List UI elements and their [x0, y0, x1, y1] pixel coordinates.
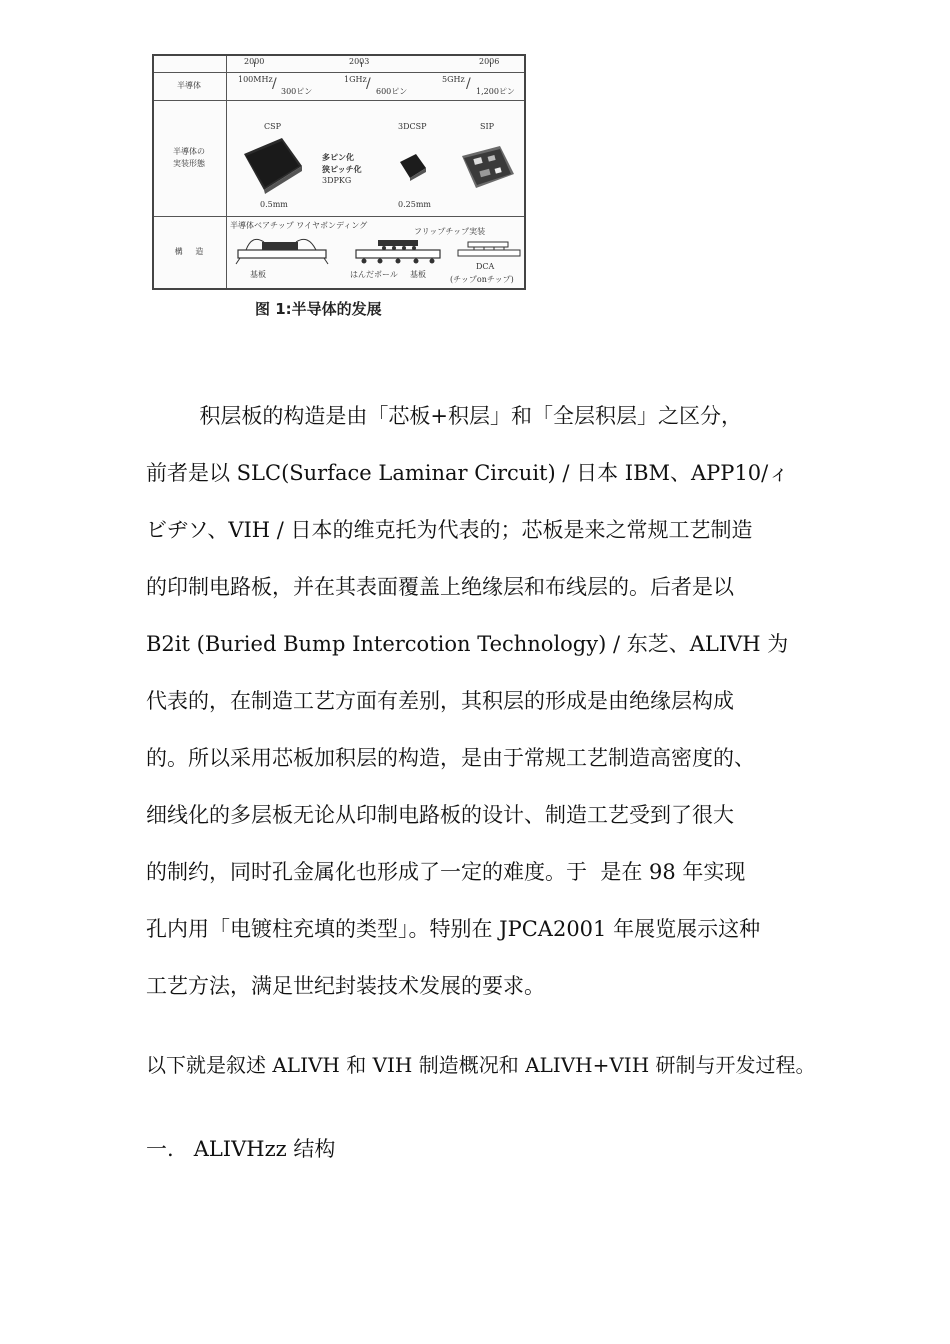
summary-line: 以下就是叙述 ALIVH 和 VIH 制造概况和 ALIVH+VIH 研制与开发过程。	[146, 1053, 816, 1077]
structure-label-2: 造	[195, 247, 204, 256]
csp-size: 0.5mm	[260, 200, 288, 209]
perf-pins-2: 600ピン	[376, 87, 408, 96]
perf-pins-3: 1,200ピン	[476, 87, 515, 96]
paragraph-line: B2it (Buried Bump Intercotion Technology) / 东芝、ALIVH 为	[146, 632, 789, 656]
substrate-2-label: 基板	[410, 270, 426, 279]
year-2000: 2000	[244, 57, 265, 66]
paragraph-line: 工艺方法，满足世纪封装技术发展的要求。	[146, 974, 545, 998]
trend-3: 3DPKG	[322, 176, 352, 185]
trend-1: 多ピン化	[322, 152, 354, 162]
3dcsp-size: 0.25mm	[398, 200, 431, 209]
row-label-mounting-1: 半導体の	[173, 147, 205, 156]
row-label-structure	[154, 246, 224, 257]
row-label-semiconductor: 半導体	[177, 81, 201, 90]
dca-diagram	[454, 240, 524, 260]
sip-label: SIP	[480, 122, 495, 131]
flip-chip-label: フリップチップ実装	[414, 227, 486, 236]
paragraph-line: 的制约，同时孔金属化也形成了一定的难度。于 是在 98 年实现	[146, 860, 746, 884]
flip-chip-diagram	[350, 236, 446, 266]
paragraph-line: 细线化的多层板无论从印制电路板的设计、制造工艺受到了很大	[146, 803, 734, 827]
sip-module-image	[460, 144, 516, 190]
paragraph-line: 的印制电路板，并在其表面覆盖上绝缘层和布线层的。后者是以	[146, 575, 734, 599]
perf-freq-3: 5GHz	[442, 75, 465, 84]
paragraph-line: 孔内用「电镀柱充填的类型」。特别在 JPCA2001 年展览展示这种	[146, 917, 761, 941]
paragraph-line: 积层板的构造是由「芯板+积层」和「全层积层」之区分，	[146, 404, 742, 428]
paragraph-line: 的。所以采用芯板加积层的构造，是由于常规工艺制造高密度的、	[146, 746, 755, 770]
chip-on-chip-label: (チップonチップ)	[450, 275, 514, 284]
substrate-1-label: 基板	[250, 270, 266, 279]
section-heading: 一. ALIVHzz 结构	[146, 1137, 336, 1161]
perf-pins-1: 300ピン	[281, 87, 313, 96]
paragraph-line: 前者是以 SLC(Surface Laminar Circuit) / 日本 IBM、APP10/ィ	[146, 461, 790, 485]
perf-freq-1: 100MHz	[238, 75, 273, 84]
3dcsp-chip-image	[398, 152, 428, 182]
figure-caption: 图 1:半导体的发展	[255, 300, 382, 318]
perf-freq-2: 1GHz	[344, 75, 367, 84]
paragraph-line: 代表的，在制造工艺方面有差别，其积层的形成是由绝缘层构成	[146, 689, 734, 713]
year-2006: 2006	[479, 57, 500, 66]
wire-bond-diagram	[232, 232, 332, 266]
structure-label-1: 構	[174, 247, 183, 256]
wire-bond-label: 半導体ベアチップ ワイヤボンディング	[230, 221, 368, 230]
dca-label: DCA	[476, 262, 495, 271]
year-2003: 2003	[349, 57, 370, 66]
figure-table: 2000 2003 2006 半導体 100MHz / 300ピン 1GHz / 600ピン 5GHz / 1,200ピン 半導体の 実装形態 CSP 0.5mm 多ピン化 狭ピッチ化 3DPKG 3DCSP 0.25mm SIP 構 造 半導体ベアチップ ワイヤボンディング フリップチップ実装 基板 はんだボール 基板 DCA (チップonチップ)	[152, 54, 526, 290]
figure	[148, 46, 530, 326]
3dcsp-label: 3DCSP	[398, 122, 427, 131]
csp-label: CSP	[264, 122, 281, 131]
paragraph-line: ビヂソ、VIH / 日本的维克托为代表的；芯板是来之常规工艺制造	[146, 518, 753, 542]
solder-ball-label: はんだボール	[350, 270, 398, 279]
row-label-mounting-2: 実装形態	[173, 159, 205, 168]
csp-chip-image	[238, 136, 304, 194]
trend-2: 狭ピッチ化	[322, 164, 362, 174]
